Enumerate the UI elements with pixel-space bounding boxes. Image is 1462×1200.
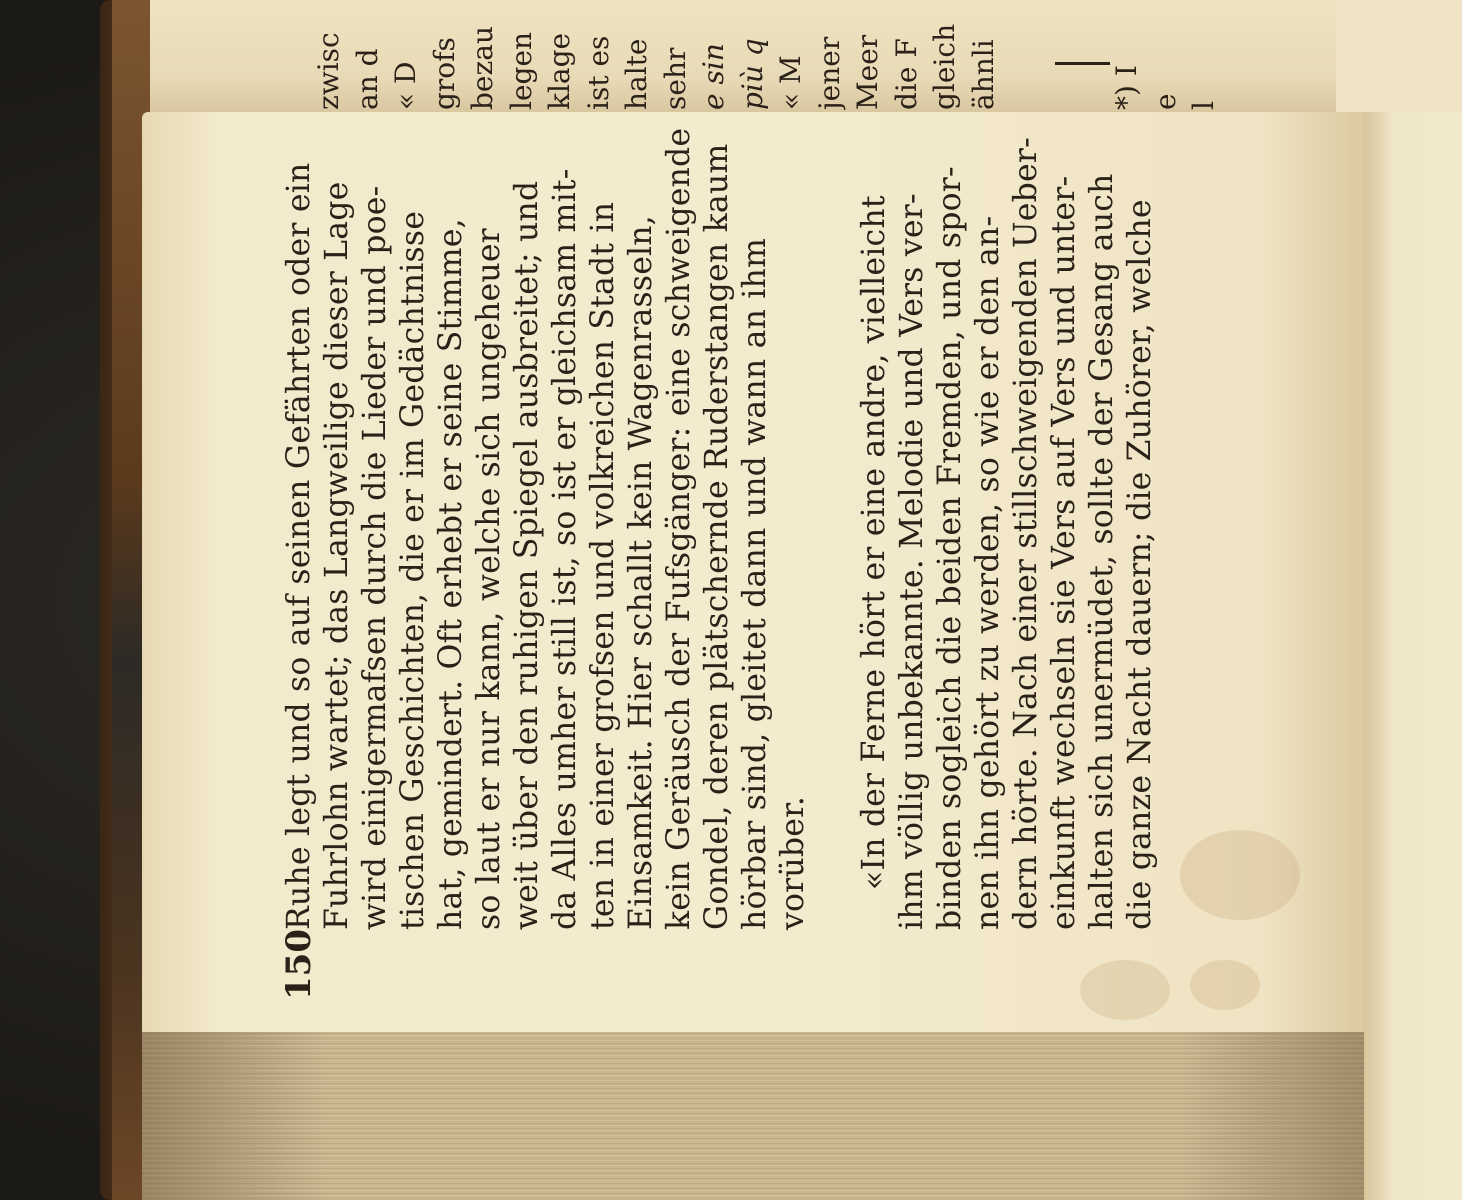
facing-line: zwisc xyxy=(312,32,345,110)
facing-line: klage xyxy=(543,32,576,110)
foxing-stain xyxy=(1080,960,1170,1020)
text-line: «In der Ferne hört er eine andre, vielleicht xyxy=(856,195,892,890)
paragraph-2 xyxy=(855,137,1159,930)
text-line: da Alles umher still ist, so ist er gleichsam mit- xyxy=(547,168,583,930)
facing-line: « D xyxy=(389,61,422,110)
facing-line: jener xyxy=(812,36,846,110)
text-line: Fuhrlohn wartet; das Langweilige dieser Lage xyxy=(319,181,355,930)
facing-line: sehr xyxy=(658,47,692,110)
text-line: dern hörte. Nach einer stillschweigenden Ueber- xyxy=(1008,137,1044,930)
text-line: halten sich unermüdet, sollte der Gesang auch xyxy=(1084,173,1120,930)
foxing-stain xyxy=(1190,960,1260,1010)
text-line: einkunft wechseln sie Vers auf Vers und unter- xyxy=(1046,175,1082,930)
facing-line: legen xyxy=(504,31,538,110)
facing-page-text xyxy=(310,0,1462,110)
page-block-shadow xyxy=(142,1032,1364,1200)
facing-line: grofs xyxy=(427,37,461,110)
text-line: weit über den ruhigen Spiegel ausbreitet; und xyxy=(509,180,545,930)
facing-line: die F xyxy=(889,38,923,110)
facing-line: an d xyxy=(350,48,384,110)
text-line: so laut er nur kann, welche sich ungeheuer xyxy=(471,228,507,930)
facing-line: bezau xyxy=(466,26,499,110)
paragraph-1 xyxy=(280,127,812,930)
text-line: tischen Geschichten, die er im Gedächtnisse xyxy=(395,210,431,930)
page-text-block xyxy=(279,127,1240,1000)
text-line: Gondel, deren plätschernde Ruderstangen kaum xyxy=(699,143,735,930)
text-line: ihm völlig unbekannte. Melodie und Vers ver- xyxy=(894,193,930,930)
gutter-page-edge xyxy=(1364,112,1462,1200)
text-line: hat, gemindert. Oft erhebt er seine Stimme, xyxy=(433,218,469,930)
facing-line: più q xyxy=(735,38,769,110)
text-line: binden sogleich die beiden Fremden, und spor- xyxy=(932,166,968,930)
text-line: kein Geräusch der Fufsgänger: eine schweigende xyxy=(661,127,697,930)
text-line: hörbar sind, gleitet dann und wann an ihm xyxy=(737,237,773,930)
facing-line: « M xyxy=(774,55,807,110)
footnote-line: *) I xyxy=(1110,65,1143,110)
footnote-line: l xyxy=(1187,101,1220,110)
footnote-rule xyxy=(1055,62,1110,65)
page-number: 150 xyxy=(279,929,319,1000)
text-line: nen ihn gehört zu werden, so wie er den an- xyxy=(970,215,1006,930)
facing-footnote xyxy=(1108,0,1220,110)
facing-line: ist es xyxy=(581,35,615,110)
facing-line: halte xyxy=(620,38,653,110)
facing-line: e sin xyxy=(697,43,730,110)
facing-line: gleich xyxy=(928,23,961,110)
text-line: die ganze Nacht dauern; die Zuhörer, welche xyxy=(1122,199,1158,930)
text-line: ten in einer grofsen und volkreichen Stadt in xyxy=(585,201,621,930)
text-line: vorüber. xyxy=(775,795,811,930)
footnote-line: e xyxy=(1148,93,1182,110)
text-line: wird einigermafsen durch die Lieder und poe- xyxy=(357,185,393,930)
text-line: Einsamkeit. Hier schallt kein Wagenrasseln, xyxy=(623,214,659,930)
facing-line: ähnli xyxy=(966,39,1000,110)
facing-line: Meer xyxy=(851,34,884,110)
text-line: Ruhe legt und so auf seinen Gefährten oder ein xyxy=(281,162,317,930)
paragraph-gap xyxy=(812,140,855,930)
